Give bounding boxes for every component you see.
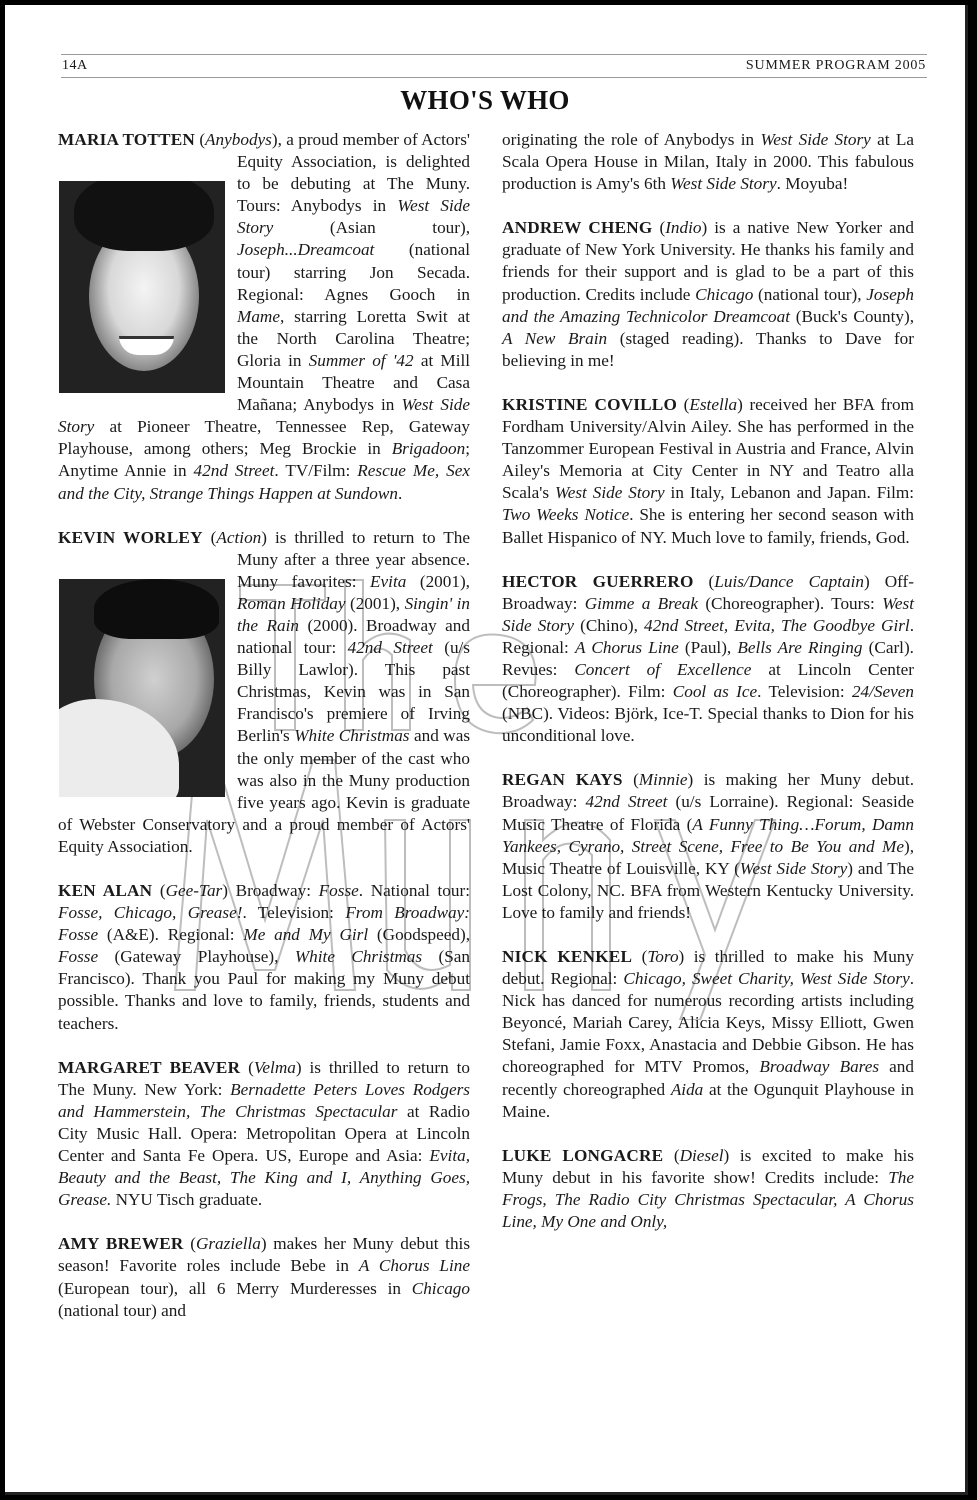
bio-hector-guerrero: HECTOR GUERRERO (Luis/Dance Captain) Off-Broadway: Gimme a Break (Choreographer). Tours: West Side Story (Chino), 42nd Street, Evita, The Goodbye Girl. Regional: A Chorus Line (Paul), Bells Are Ringing (Carl). Revues: Concert of Excellence at Lincoln Center (Choreographer). Film: Cool as Ice. Television: 24/Seven (NBC). Videos: Björk, Ice-T. Special thanks to Dion for his unconditional love. bbox=[502, 571, 915, 746]
performer-name: REGAN KAYS bbox=[502, 770, 623, 790]
performer-name: HECTOR GUERRERO bbox=[502, 571, 694, 591]
bio-text: received her BFA from Fordham University/Alvin Ailey. She has performed in the Tanzommer European Festival in Austria and France, Alvin Ailey's Memoria at City Center in NY and Teatro alla Scala's West Side Story in Italy, Lebanon and Japan. Film: Two Weeks Notice. She is entering her second season with Ballet Hispanico of NY. Much love to family, friends, God. bbox=[502, 394, 914, 547]
program-page bbox=[5, 5, 968, 1495]
bio-text: Broadway: Fosse. National tour: Fosse, Chicago, Grease!. Television: From Broadway: Fosse (A&E). Regional: Me and My Girl (Goodspeed), Fosse (Gateway Playhouse), White Christmas (San Francisco). Thank you Paul for making my Muny debut possible. Thanks and love to family, friends, students and teachers. bbox=[58, 881, 470, 1033]
performer-name: MARGARET BEAVER bbox=[58, 1057, 241, 1077]
role-name: Anybodys bbox=[205, 130, 272, 149]
kevin-worley-headshot bbox=[59, 579, 225, 797]
role-name: Luis/Dance Captain bbox=[714, 571, 864, 591]
performer-name: KEVIN WORLEY bbox=[58, 527, 203, 547]
role-name: Gee-Tar bbox=[165, 881, 223, 900]
role-name: Minnie bbox=[638, 770, 688, 790]
publication-title: SUMMER PROGRAM 2005 bbox=[745, 58, 926, 73]
bio-andrew-cheng: ANDREW CHENG (Indio) is a native New Yorker and graduate of New York University. He thanks his family and friends for their support and is glad to be a part of this production. Credits include Chicago (national tour), Joseph and the Amazing Technicolor Dreamcoat (Buck's County), A New Brain (staged reading). Thanks to Dave for believing in me! bbox=[502, 218, 914, 370]
right-column bbox=[502, 129, 914, 1255]
bio-margaret-beaver: MARGARET BEAVER (Velma) is thrilled to return to The Muny. New York: Bernadette Peters Loves Rodgers and Hammerstein, The Christmas Spectacular at Radio City Music Hall. Opera: Metropolitan Opera at Lincoln Center and Santa Fe Opera. US, Europe and Asia: Evita, Beauty and the Beast, The King and I, Anything Goes, Grease. NYU Tisch graduate. bbox=[58, 1057, 470, 1210]
bio-text: is thrilled to return to The Muny. New York: Bernadette Peters Loves Rodgers and Hammerstein, The Christmas Spectacular at Radio City Music Hall. Opera: Metropolitan Opera at Lincoln Center and Santa Fe Opera. US, Europe and Asia: Evita, Beauty and the Beast, The King and I, Anything Goes, Grease. NYU Tisch graduate. bbox=[58, 1057, 470, 1210]
page-number: 14A bbox=[62, 58, 88, 73]
role-name: Toro bbox=[647, 947, 679, 966]
role-name: Indio bbox=[665, 218, 702, 238]
left-column bbox=[58, 129, 470, 1344]
performer-name: MARIA TOTTEN bbox=[58, 130, 195, 149]
role-name: Estella bbox=[689, 394, 738, 414]
role-name: Velma bbox=[253, 1057, 296, 1077]
bio-text: is a native New Yorker and graduate of New York University. He thanks his family and friends for their support and is glad to be a part of this production. Credits include Chicago (national tour), Joseph and the Amazing Technicolor Dreamcoat (Buck's County), A New Brain (staged reading). Thanks to Dave for believing in me! bbox=[502, 218, 914, 370]
bio-kevin-worley: KEVIN WORLEY (Action) is thrilled to return to The Muny after a three year absence. Muny favorites: Evita (2001), Roman Holiday (2001), Singin' in the Rain (2000). Broadway and national tour: 42nd Street (u/s Billy Lawlor). This past Christmas, Kevin was in San Francisco's premiere of Irving Berlin's White Christmas and was the only member of the cast who was also in the Muny production five years ago. Kevin is graduate of Webster Conservatory and a proud member of Actors' Equity Association. bbox=[58, 527, 470, 858]
page-title: WHO'S WHO bbox=[400, 85, 570, 115]
role-name: Action bbox=[216, 527, 262, 547]
running-header bbox=[61, 54, 927, 78]
role-name: Diesel bbox=[679, 1145, 724, 1165]
bio-text: is thrilled to return to The Muny after a three year absence. Muny favorites: Evita (2001), Roman Holiday (2001), Singin' in the Rain (2000). Broadway and national tour: 42nd Street (u/s Billy Lawlor). This past Christmas, Kevin was in San Francisco's premiere of Irving Berlin's White Christmas and was the only member of the cast who was also in the Muny production five years ago. Kevin is graduate of Webster Conservatory and a proud member of Actors' Equity Association. bbox=[58, 527, 471, 856]
bio-amy-brewer: AMY BREWER (Graziella) makes her Muny debut this season! Favorite roles include Bebe in A Chorus Line (European tour), all 6 Merry Murderesses in Chicago (national tour) and bbox=[58, 1234, 471, 1320]
role-name: Graziella bbox=[195, 1234, 261, 1254]
performer-name: KRISTINE COVILLO bbox=[502, 394, 678, 414]
bio-luke-longacre: LUKE LONGACRE (Diesel) is excited to make his Muny debut in his favorite show! Credits include: The Frogs, The Radio City Christmas Spectacular, A Chorus Line, My One and Only, bbox=[502, 1145, 914, 1232]
bio-text: is excited to make his Muny debut in his favorite show! Credits include: The Frogs, The Radio City Christmas Spectacular, A Chorus Line, My One and Only, bbox=[502, 1145, 914, 1232]
bio-regan-kays: REGAN KAYS (Minnie) is making her Muny debut. Broadway: 42nd Street (u/s Lorraine). Regional: Seaside Music Theatre of Florida (A Funny Thing…Forum, Damn Yankees, Cyrano, Street Scene, Free to Be You and Me), Music Theatre of Louisville, KY (West Side Story) and The Lost Colony, NC. BFA from Western Kentucky University. Love to family and friends! bbox=[502, 770, 915, 922]
performer-name: NICK KENKEL bbox=[502, 947, 633, 966]
bio-kristine-covillo: KRISTINE COVILLO (Estella) received her BFA from Fordham University/Alvin Ailey. She has performed in the Tanzommer European Festival in Austria and France, Alvin Ailey's Memoria at City Center in NY and Teatro alla Scala's West Side Story in Italy, Lebanon and Japan. Film: Two Weeks Notice. She is entering her second season with Ballet Hispanico of NY. Much love to family, friends, God. bbox=[502, 394, 914, 547]
bio-ken-alan: KEN ALAN (Gee-Tar) Broadway: Fosse. National tour: Fosse, Chicago, Grease!. Television: From Broadway: Fosse (A&E). Regional: Me and My Girl (Goodspeed), Fosse (Gateway Playhouse), White Christmas (San Francisco). Thank you Paul for making my Muny debut possible. Thanks and love to family, friends, students and teachers. bbox=[58, 881, 470, 1033]
bio-text: makes her Muny debut this season! Favorite roles include Bebe in A Chorus Line (European tour), all 6 Merry Murderesses in Chicago (national tour) and bbox=[58, 1234, 471, 1320]
bio-text: Off-Broadway: Gimme a Break (Choreographer). Tours: West Side Story (Chino), 42nd Street, Evita, The Goodbye Girl. Regional: A Chorus Line (Paul), Bells Are Ringing (Carl). Revues: Concert of Excellence at Lincoln Center (Choreographer). Film: Cool as Ice. Television: 24/Seven (NBC). Videos: Björk, Ice-T. Special thanks to Dion for his unconditional love. bbox=[502, 571, 915, 746]
bio-text: is making her Muny debut. Broadway: 42nd Street (u/s Lorraine). Regional: Seaside Music Theatre of Florida (A Funny Thing…Forum, Damn Yankees, Cyrano, Street Scene, Free to Be You and Me), Music Theatre of Louisville, KY (West Side Story) and The Lost Colony, NC. BFA from Western Kentucky University. Love to family and friends! bbox=[502, 770, 915, 922]
performer-name: ANDREW CHENG bbox=[502, 218, 653, 238]
maria-totten-headshot bbox=[59, 181, 225, 393]
bio-text: is thrilled to make his Muny debut. Regional: Chicago, Sweet Charity, West Side Story. Nick has danced for numerous recording artists including Beyoncé, Mariah Carey, Alicia Keys, Missy Elliott, Gwen Stefani, Jamie Foxx, Anastacia and Debbie Gibson. He has choreographed for MTV Promos, Broadway Bares and recently choreographed Aida at the Ogunquit Playhouse in Maine. bbox=[502, 947, 915, 1121]
performer-name: KEN ALAN bbox=[58, 881, 153, 900]
bio-maria-totten: MARIA TOTTEN (Anybodys), a proud member of Actors' Equity Association, is delighted to be debuting at The Muny. Tours: Anybodys in West Side Story (Asian tour), Joseph...Dreamcoat (national tour) starring Jon Secada. Regional: Agnes Gooch in Mame, starring Loretta Swit at the North Carolina Theatre; Gloria in Summer of '42 at Mill Mountain Theatre and Casa Mañana; Anybodys in West Side Story at Pioneer Theatre, Tennessee Rep, Gateway Playhouse, among others; Meg Brockie in Brigadoon; Anytime Annie in 42nd Street. TV/Film: Rescue Me, Sex and the City, Strange Things Happen at Sundown. bbox=[58, 130, 471, 503]
performer-name: LUKE LONGACRE bbox=[502, 1145, 664, 1165]
bio-nick-kenkel: NICK KENKEL (Toro) is thrilled to make his Muny debut. Regional: Chicago, Sweet Charity, West Side Story. Nick has danced for numerous recording artists including Beyoncé, Mariah Carey, Alicia Keys, Missy Elliott, Gwen Stefani, Jamie Foxx, Anastacia and Debbie Gibson. He has choreographed for MTV Promos, Broadway Bares and recently choreographed Aida at the Ogunquit Playhouse in Maine. bbox=[502, 947, 915, 1121]
bio-text: , a proud member of Actors' Equity Association, is delighted to be debuting at The Muny. Tours: Anybodys in West Side Story (Asian tour), Joseph...Dreamcoat (national tour) starring Jon Secada. Regional: Agnes Gooch in Mame, starring Loretta Swit at the North Carolina Theatre; Gloria in Summer of '42 at Mill Mountain Theatre and Casa Mañana; Anybodys in West Side Story at Pioneer Theatre, Tennessee Rep, Gateway Playhouse, among others; Meg Brockie in Brigadoon; Anytime Annie in 42nd Street. TV/Film: Rescue Me, Sex and the City, Strange Things Happen at Sundown. bbox=[58, 130, 471, 503]
bio-continuation-amy-brewer: originating the role of Anybodys in West Side Story at La Scala Opera House in Milan, Italy in 2000. This fabulous production is Amy's 6th West Side Story. Moyuba! bbox=[502, 130, 914, 194]
performer-name: AMY BREWER bbox=[58, 1234, 184, 1254]
